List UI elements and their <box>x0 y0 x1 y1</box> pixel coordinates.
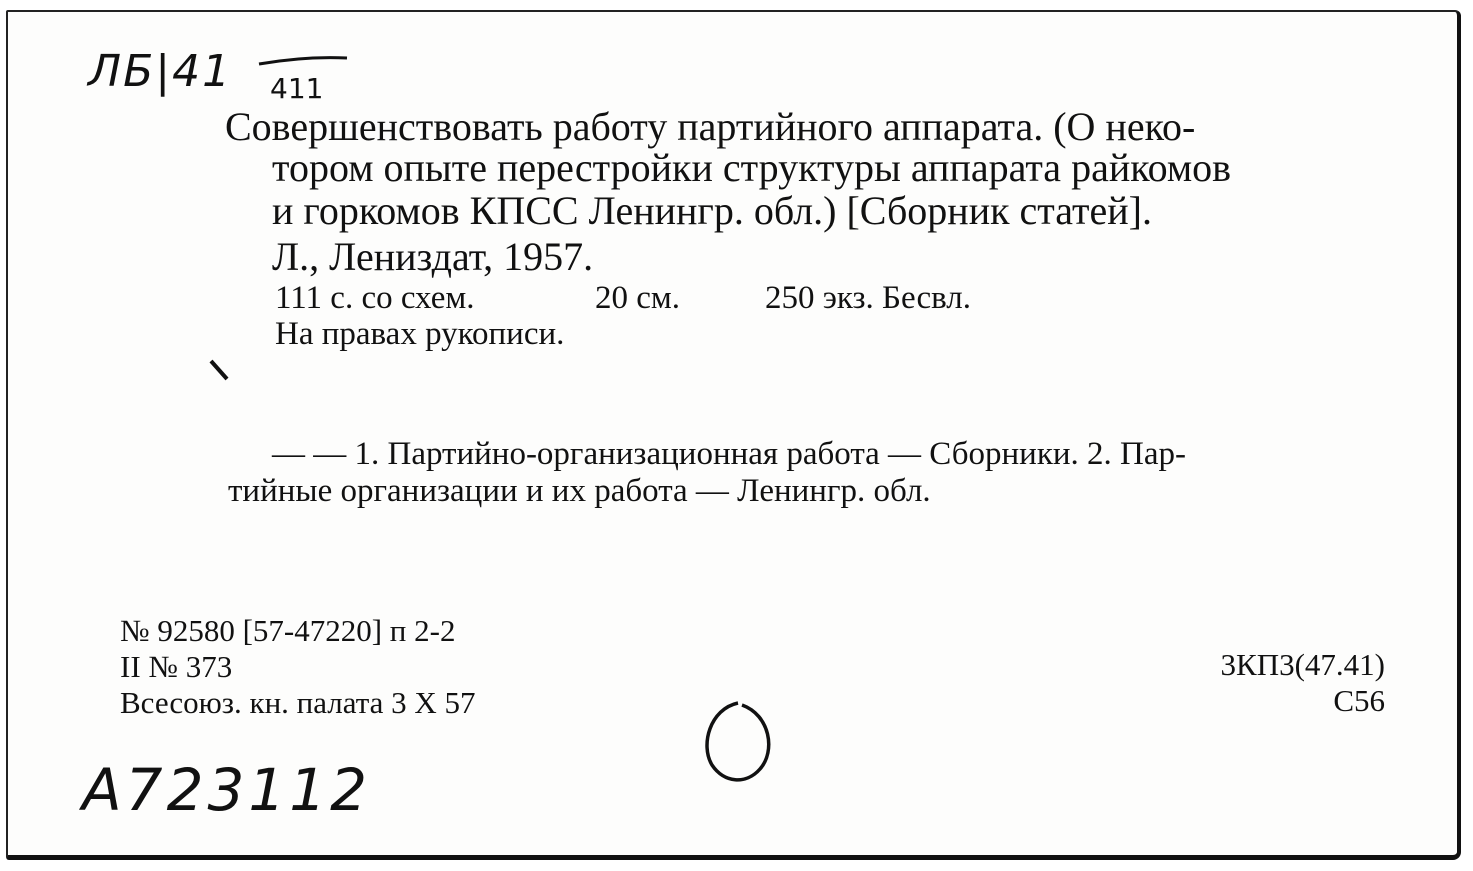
card-number-line-2: II № 373 <box>120 649 233 684</box>
handwritten-accession: А723112 <box>82 756 372 824</box>
description-size: 20 см. <box>595 280 681 316</box>
title-line-3: и горкомов КПСС Ленингр. обл.) [Сборник статей]. <box>272 188 1152 233</box>
card-number-line-1: № 92580 [57-47220] п 2-2 <box>120 613 456 648</box>
description-pages: 111 с. со схем. <box>275 280 475 316</box>
title-line-4: Л., Лениздат, 1957. <box>272 234 594 279</box>
author-mark: С56 <box>1333 683 1385 718</box>
title-line-1: Совершенствовать работу партийного аппарата. (О неко- <box>225 104 1196 149</box>
handwritten-fraction: 411 <box>270 72 324 105</box>
description-copies: 250 экз. Бесвл. <box>765 280 971 316</box>
subjects-line-1: — — 1. Партийно-организационная работа — Сборники. 2. Пар- <box>272 436 1186 472</box>
description-note: На правах рукописи. <box>275 316 565 352</box>
classification-code: 3КП3(47.41) <box>1220 647 1385 682</box>
handwritten-shelfmark: ЛБ|41 <box>88 46 233 97</box>
card-number-line-3: Всесоюз. кн. палата 3 Х 57 <box>120 685 476 720</box>
stray-mark <box>205 355 235 385</box>
title-line-2: тором опыте перестройки структуры аппарата райкомов <box>272 145 1232 190</box>
subjects-line-2: тийные организации и их работа — Ленингр. обл. <box>228 473 931 509</box>
handwritten-oval <box>690 695 790 795</box>
